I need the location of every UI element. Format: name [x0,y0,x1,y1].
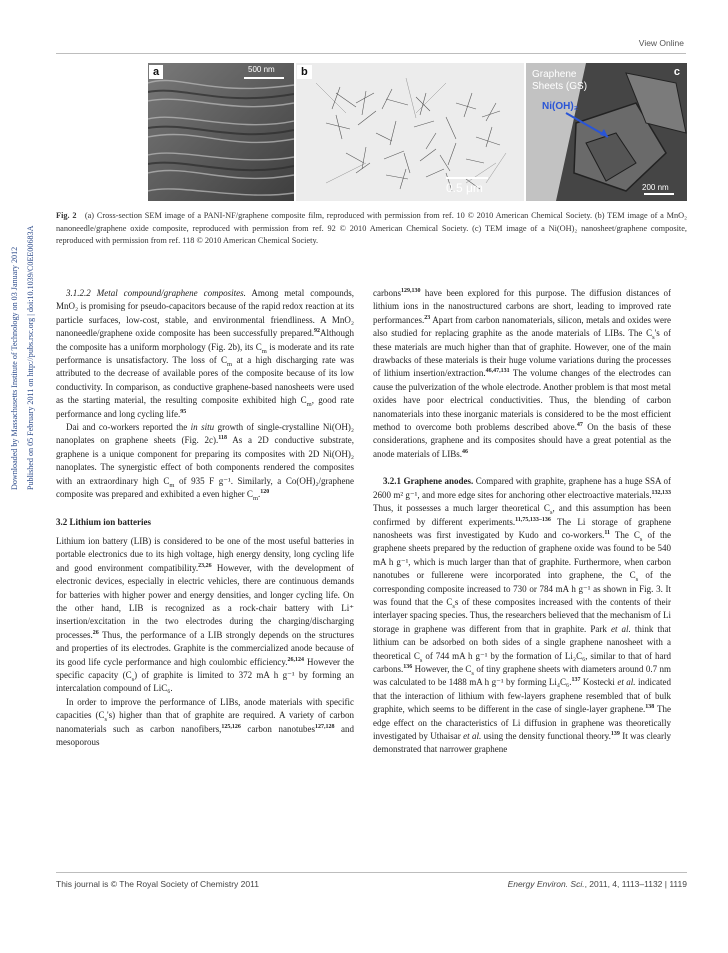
gs-line1: Graphene [532,69,577,80]
panel-c-tem-image [526,63,687,201]
nioh-label: Ni(OH)₂ [542,101,579,112]
panel-b-scale-text: 0.5 μm [446,181,483,195]
right-paragraph-2: 3.2.1 Graphene anodes. Compared with graphite, graphene has a huge SSA of 2600 m² g⁻¹, and more edge sites for anchoring other electroactive materials.$^{132,133}$ Thus, it possesses a much larger theoretical $C_s$, and this assumption has been confirmed by different experiments.$^{11,75,133-136}$ The Li storage of graphene nanosheets was first investigated by Kudo and co-workers.$^{11}$ The $C_s$ of the graphene sheets prepared by the reduction of graphene oxide was found to be 540 mA h g⁻¹, which is much larger than that of graphite. Furthermore, when carbon nanotubes or fullerene were incorporated into graphene, the $C_s$ of the corresponding composite increased to 730 or 784 mA h g⁻¹ as shown in Fig. 3. It was found that the $C_ss$ of these composites increased with the contents of their interlayer spacing species. Thus, the researchers believed that the mechanism of Li storage in graphene was different from that in graphite. Park et al. think that lithium can be adsorbed on both sides of a single graphene nanosheet with a theoretical $C_s$ of 744 mA h g⁻¹ by the formation of Li₂C₆, similar to that of hard carbons.$^{136}$ However, the $C_s$ of tiny graphene sheets with diameters around 0.7 nm was calculated to be 1488 mA h g⁻¹ by forming Li₄C₆.$^{137}$ Kostecki et al. indicated that the interaction of lithium with few-layers graphene resembled that of bulk graphite, which seems to be different in the case of single-layer graphene.$^{138}$ The edge effect on the characteristics of Li diffusion in graphene was theoretically investigated by Uthaisar et al. using the density functional theory.$^{139}$ It was clearly demonstrated that narrower graphene [373,476,672,755]
sem-texture [148,63,294,201]
view-online-link[interactable]: View Online [638,38,684,48]
panel-a-label: a [149,65,163,79]
download-sidebar [0,0,56,953]
footer-copyright: This journal is © The Royal Society of Chemistry 2011 [56,879,259,889]
left-paragraph-3: Lithium ion battery (LIB) is considered to be one of the most useful batteries in portable electronics due to its high voltage, high energy density, long cycling life and good environment compatibility.$^{23,26}$ However, with the development of electronic devices, especially in electric vehicles, there are continuous demands for batteries with higher power and energy densities, and longer cycling life. On the other hand, LIB is recognized as a rock-chair battery with Li⁺ insertion/excitation in the two electrodes during the charging/discharging processes.$^{26}$ Thus, the performance of a LIB strongly depends on the structures and properties of its electrodes. Graphite is the commercialized anode because of its good life cycle performance and high coulombic efficiency.$^{26,124}$ However the specific capacity $(C_s)$ of graphite is limited to 372 mA h g⁻¹ by forming an intercalation compound of LiC₆. [56,535,354,694]
figure-caption [56,210,687,248]
left-paragraph-2: Dai and co-workers reported the in situ growth of single-crystalline Ni(OH)₂ nanoplates on graphene sheets (Fig. 2c).$^{118}$ As a 2D conductive substrate, graphene is a unique component for preparing its composites with 2D Ni(OH)₂ nanoplates. The synergistic effect of both components rendered the composites with an extraordinary high $C_m$ of 935 F g⁻¹. Similarly, a Co(OH)₂/graphene composite was prepared and exhibited a even higher $C_m.^{120}$ [56,422,354,502]
left-column [56,287,354,749]
downloaded-by-link[interactable]: Downloaded by Massachusetts Institute of Technology on 03 January 2012 [10,246,19,490]
gs-line2: Sheets (GS) [532,81,588,92]
figure-2 [148,63,687,201]
published-on-link[interactable]: Published on 05 February 2011 on http://pubs.rsc.org | doi:10.1039/C0EE00683A [26,225,35,490]
subsection-heading: 3.1.2.2 Metal compound/graphene composites. [66,288,246,298]
journal-name: Energy Environ. Sci. [507,879,585,889]
citation-details: , 2011, 4, 1113–1132 | 1119 [584,879,687,889]
caption-text: (a) Cross-section SEM image of a PANI-NF/graphene composite film, reproduced with permission from ref. 10 © 2010 American Chemical Society. (b) TEM image of a MnO₂ nanoneedle/graphene oxide composite, reproduced with permission from ref. 92 © 2010 American Chemical Society. (c) TEM image of a Ni(OH)₂ nanosheet/graphene composite, reproduced with permission from ref. 118 © 2010 American Chemical Society. [56,211,688,245]
graphene-sheets-label [532,69,587,93]
section-heading: 3.2 Lithium ion batteries [56,516,152,527]
panel-a-sem-image [148,63,294,201]
panel-b-tem-image [296,63,524,201]
right-paragraph-1: carbons$^{129,130}$ have been explored for this purpose. The diffusion distances of lithium ions in the nanostructured carbons are short, leading to improved rate performances.$^{23}$ Apart from carbon nanomaterials, silicon, metals and oxides were also studied for replacing graphite as the anode materials of LIBs. The $C_s's$ of these materials are much higher than that of graphite. However, one of the main drawbacks of these materials is their huge volume variations during the processes of lithium insertion/extraction.$^{46,47,131}$ The volume changes of the electrodes can cause the pulverization of the whole electrode. Another problem is that most metal oxides have poor electrical conductivities. Thus, the blending of carbon nanomaterials into these inorganic materials is considered to be the most efficient method to overcome both problems described above.$^{47}$ On the basis of these considerations, graphene and its composites should have a great potential as the anode materials of LIBs.$^{46}$ [373,288,671,459]
footer-rule [56,872,687,873]
header-rule [56,53,686,54]
panel-a-scale-text: 500 nm [248,65,275,74]
graphene-anodes-heading: 3.2.1 Graphene anodes. [383,476,474,487]
nanoneedle-texture [296,63,524,201]
caption-label: Fig. 2 [56,211,77,220]
panel-c-label: c [673,66,680,78]
left-paragraph-4: In order to improve the performance of LIBs, anode materials with specific capacities $(C_s's)$ higher than that of graphite are required. A variety of carbon nanomaterials such as carbon nanofibers,$^{125,126}$ carbon nanotubes$^{127,128}$ and mesoporous [56,696,355,747]
footer-citation [508,879,687,889]
panel-b-label: b [297,65,312,79]
left-paragraph-1: 3.1.2.2 Metal compound/graphene composites. Among metal compounds, MnO₂ is promising for pseudo-capacitors because of the rapid redox reaction at its particle surfaces, low-cost, stable, and environmental friendliness. A MnO₂ nanoneedle/graphene oxide composite has been successfully prepared.$^{92}$Although the composite has a uniform morphology (Fig. 2b), its $C_m$ is moderate and its rate performance is unsatisfactory. The loss of $C_m$ at a high discharging rate was attributed to the decrease of available pores of the composite because of its low conductivity. In comparison, as conductive graphene-based nanosheets were used as the starting material, the resulting composite exhibited high $C_m$, good rate performance and long cycling life.$^{95}$ [56,288,354,419]
right-column [373,287,671,757]
panel-c-scale-text: 200 nm [642,183,669,192]
